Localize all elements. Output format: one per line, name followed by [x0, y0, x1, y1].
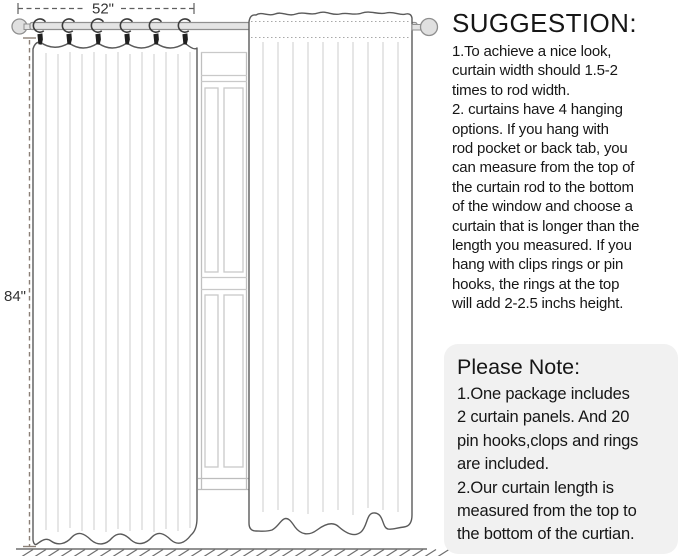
suggestion-line: the curtain rod to the bottom — [452, 178, 634, 196]
curtain-clip-icon — [124, 33, 129, 44]
curtain-clip-icon — [66, 33, 72, 44]
floor-hatching — [22, 550, 449, 556]
note-line: measured from the top to — [457, 502, 637, 521]
window-pane — [205, 88, 218, 272]
window-pane — [205, 295, 218, 467]
suggestion-line: of the window and choose a — [452, 198, 633, 216]
note-line: are included. — [457, 455, 549, 474]
note-line: 1.One package includes — [457, 385, 630, 403]
suggestion-line: times to rod width. — [452, 81, 570, 99]
suggestion-line: options. If you hang with — [452, 120, 609, 138]
right-curtain-outline — [249, 12, 412, 534]
curtain-clip-icon — [95, 33, 101, 44]
suggestion-line: length you measured. If you — [452, 237, 632, 255]
curtain-clip-icon — [182, 33, 188, 44]
suggestion-title: SUGGESTION: — [452, 8, 637, 38]
rod-width-label: 52" — [91, 0, 115, 18]
note-line: 2.Our curtain length is — [457, 478, 614, 497]
suggestion-line: curtain width should 1.5-2 — [452, 62, 618, 80]
suggestion-line: 2. curtains have 4 hanging — [452, 101, 623, 119]
window-pane — [224, 88, 243, 272]
suggestion-line: rod pocket or back tab, you — [452, 140, 628, 158]
suggestion-line: can measure from the top of — [452, 159, 635, 177]
suggestion-line: curtain that is longer than the — [452, 217, 640, 235]
floor — [16, 549, 449, 556]
please-note-title: Please Note: — [457, 355, 581, 379]
curtain-clip-icon — [153, 33, 159, 44]
rod-width-dimension — [18, 1, 194, 18]
suggestion-section — [452, 8, 679, 314]
note-line: 2 curtain panels. And 20 — [457, 408, 630, 427]
suggestion-line: will add 2-2.5 inchs height. — [452, 295, 624, 313]
note-line: the bottom of the curtian. — [457, 525, 635, 544]
suggestion-line: hang with clips rings or pin — [452, 256, 624, 274]
please-note-box — [444, 344, 678, 554]
curtain-length-label: 84" — [3, 288, 26, 305]
left-curtain-panel — [33, 42, 197, 545]
window-pane — [224, 295, 243, 467]
window — [198, 52, 249, 490]
suggestion-line: 1.To achieve a nice look, — [452, 43, 612, 60]
rod-finial-right — [412, 19, 438, 36]
note-line: pin hooks,clops and rings — [457, 431, 639, 450]
curtain-length-dimension — [4, 38, 36, 547]
suggestion-line: hooks, the rings at the top — [452, 275, 620, 293]
right-curtain-panel — [249, 12, 412, 534]
